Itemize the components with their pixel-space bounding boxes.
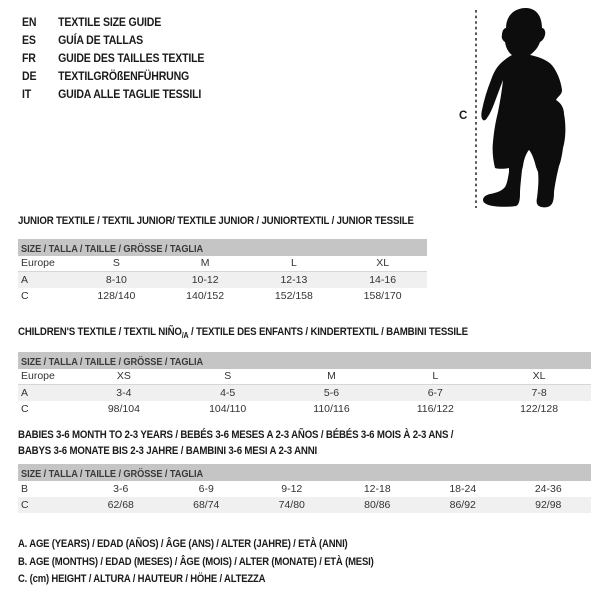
table-title-part: / TEXTILE DES ENFANTS / KINDERTEXTIL / BAMBINI TESSILE <box>188 326 468 338</box>
language-title: TEXTILGRÖßENFÜHRUNG <box>58 69 190 83</box>
height-marker-label: C <box>459 110 468 122</box>
table-cell: XS <box>116 370 131 383</box>
table-cell: L <box>432 370 439 383</box>
table-cell: XL <box>532 370 546 383</box>
table-cell: 14-16 <box>369 274 397 286</box>
table-cell: 24-36 <box>534 483 562 495</box>
row-label: C <box>21 499 29 511</box>
size-header-bar <box>18 352 591 369</box>
children-table-section <box>18 326 591 417</box>
table-title-line <box>18 215 414 228</box>
table-cell: 5-6 <box>323 387 340 400</box>
row-label: A <box>21 387 29 400</box>
row-label: A <box>21 274 29 286</box>
footnotes <box>18 536 422 589</box>
language-row <box>22 31 204 49</box>
language-row <box>22 49 204 67</box>
table-row <box>18 272 427 288</box>
table-row <box>18 256 427 272</box>
language-title: GUIDE DES TAILLES TEXTILE <box>58 51 205 65</box>
language-row <box>22 13 204 31</box>
table-cell: XL <box>376 257 390 269</box>
baby-silhouette-icon <box>481 8 565 207</box>
table-cell: 62/68 <box>107 499 134 511</box>
table-row <box>18 288 427 304</box>
language-title: GUÍA DE TALLAS <box>58 33 144 47</box>
table-title <box>18 215 427 228</box>
table-title-part: BABIES 3-6 MONTH TO 2-3 YEARS / BEBÉS 3-6 MESES A 2-3 AÑOS / BÉBÉS 3-6 MOIS À 2-3 ANS / <box>18 429 454 441</box>
size-header-label: SIZE / TALLA / TAILLE / GRÖSSE / TAGLIA <box>21 243 204 255</box>
size-header-label: SIZE / TALLA / TAILLE / GRÖSSE / TAGLIA <box>21 468 204 480</box>
footnote-line: B. AGE (MONTHS) / EDAD (MESES) / ÂGE (MOIS) / ALTER (MONATE) / ETÀ (MESI) <box>18 555 374 568</box>
table-title-part: CHILDREN'S TEXTILE / TEXTIL NIÑO <box>18 326 182 338</box>
table-cell: 68/74 <box>193 499 220 511</box>
row-label: Europe <box>21 370 55 383</box>
table-cell: S <box>112 257 120 269</box>
table-title-part: JUNIOR TEXTILE / TEXTIL JUNIOR/ TEXTILE JUNIOR / JUNIORTEXTIL / JUNIOR TESSILE <box>18 215 414 227</box>
table-cell: 104/110 <box>209 403 247 416</box>
size-header-bar <box>18 239 427 256</box>
table-cell: 116/122 <box>416 403 454 416</box>
table-cell: 80/86 <box>364 499 391 511</box>
table-row <box>18 497 591 513</box>
table-cell: 86/92 <box>449 499 476 511</box>
table-cell: 6-7 <box>427 387 443 400</box>
table-title-line <box>18 326 522 342</box>
table-cell: 74/80 <box>278 499 305 511</box>
table-cell: M <box>200 257 210 269</box>
language-title: GUIDA ALLE TAGLIE TESSILI <box>58 87 202 101</box>
size-header-bar <box>18 464 591 481</box>
table-cell: 9-12 <box>281 483 303 495</box>
table-cell: 4-5 <box>220 387 236 400</box>
table-cell: 10-12 <box>191 274 219 286</box>
baby-figure <box>450 0 598 215</box>
language-code: ES <box>22 33 36 47</box>
table-cell: M <box>327 370 336 383</box>
language-list <box>22 13 229 103</box>
table-row <box>18 481 591 497</box>
table-cell: 18-24 <box>449 483 477 495</box>
table-cell: 152/158 <box>274 290 313 302</box>
language-code: DE <box>22 69 37 83</box>
table-title <box>18 427 591 459</box>
row-label: Europe <box>21 257 55 269</box>
table-title-part: /A <box>181 331 189 341</box>
row-label: C <box>21 290 29 302</box>
table-cell: 122/128 <box>520 403 559 416</box>
language-code: FR <box>22 51 36 65</box>
table-cell: 110/116 <box>313 403 350 416</box>
table-body <box>18 481 591 513</box>
junior-table-section <box>18 215 427 304</box>
size-header-label: SIZE / TALLA / TAILLE / GRÖSSE / TAGLIA <box>21 356 204 369</box>
table-body <box>18 256 427 304</box>
table-cell: 7-8 <box>531 387 547 400</box>
table-cell: 8-10 <box>105 274 127 286</box>
baby-silhouette-graphic <box>450 0 598 215</box>
table-cell: 3-6 <box>113 483 129 495</box>
table-cell: 12-18 <box>363 483 391 495</box>
table-cell: 140/152 <box>186 290 225 302</box>
language-title: TEXTILE SIZE GUIDE <box>58 15 162 29</box>
table-cell: 92/98 <box>535 499 562 511</box>
table-cell: 158/170 <box>363 290 402 302</box>
table-cell: S <box>224 370 232 383</box>
table-title-part: BABYS 3-6 MONATE BIS 2-3 JAHRE / BAMBINI 3-6 MESI A 2-3 ANNI <box>18 445 318 457</box>
table-cell: L <box>290 257 297 269</box>
table-cell: 3-4 <box>116 387 132 400</box>
footnote-line: C. (cm) HEIGHT / ALTURA / HAUTEUR / HÖHE / ALTEZZA <box>18 573 266 585</box>
table-title-line <box>18 443 522 459</box>
babies-table-section <box>18 427 591 513</box>
table-body <box>18 369 591 417</box>
table-title-line <box>18 427 522 443</box>
table-cell: 128/140 <box>97 290 136 302</box>
table-cell: 6-9 <box>198 483 214 495</box>
table-cell: 12-13 <box>280 274 308 286</box>
table-title <box>18 326 591 342</box>
language-code: EN <box>22 15 37 29</box>
language-row <box>22 85 204 103</box>
language-code: IT <box>22 87 32 101</box>
footnote-line: A. AGE (YEARS) / EDAD (AÑOS) / ÂGE (ANS) / ALTER (JAHRE) / ETÀ (ANNI) <box>18 538 348 550</box>
row-label: C <box>21 403 29 416</box>
table-cell: 98/104 <box>107 403 140 416</box>
language-row <box>22 67 204 85</box>
table-row <box>18 385 591 401</box>
table-row <box>18 369 591 385</box>
row-label: B <box>21 483 29 495</box>
table-row <box>18 401 591 417</box>
